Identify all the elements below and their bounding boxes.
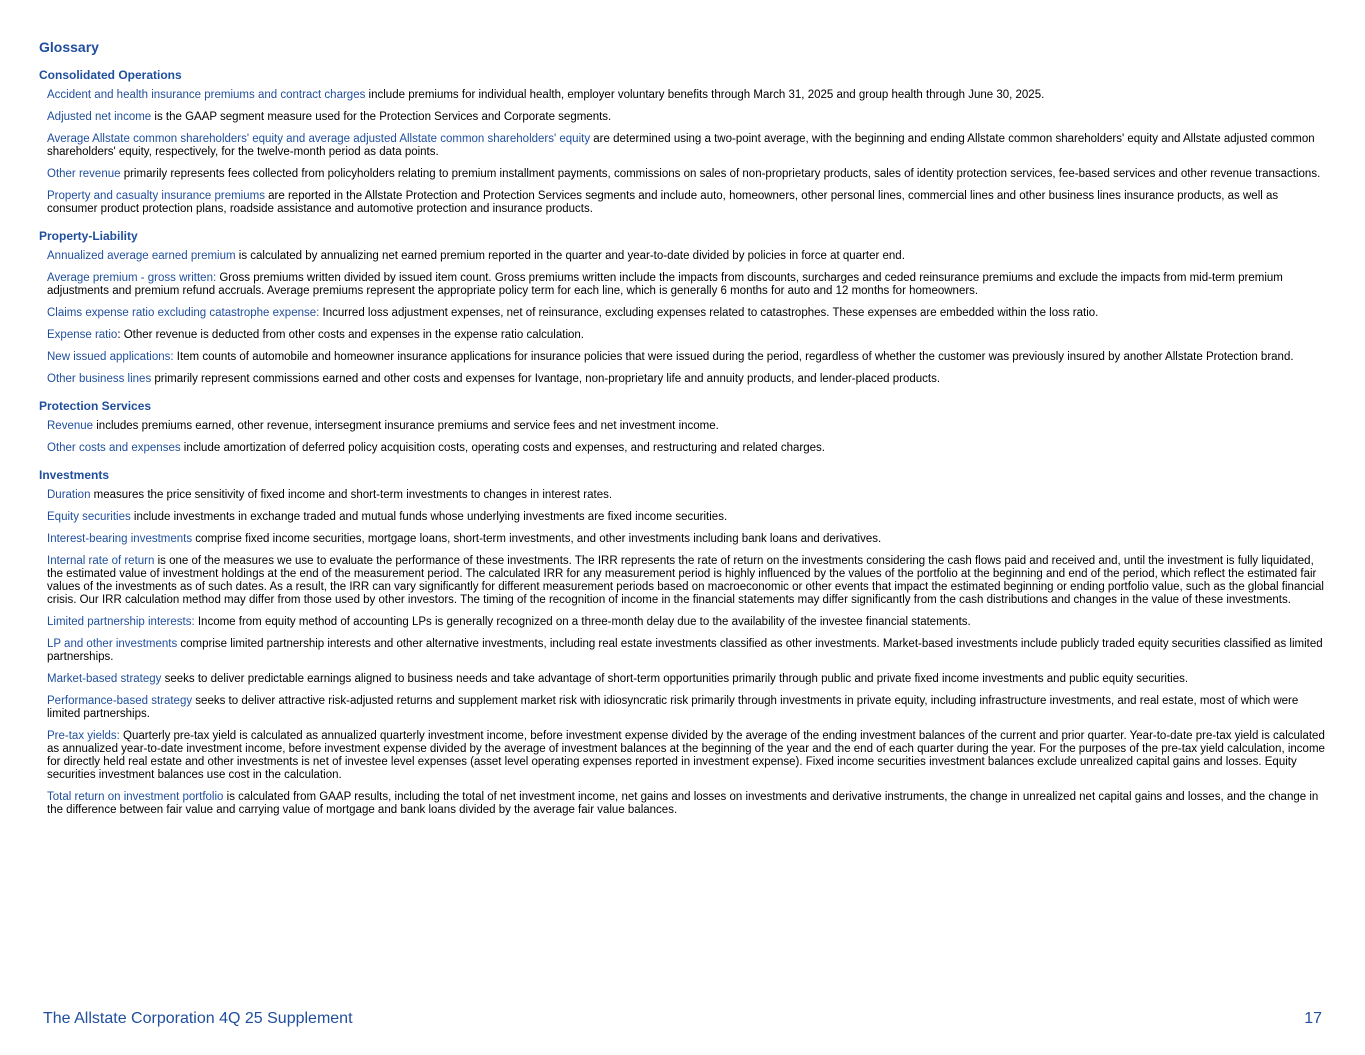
glossary-entry [47, 373, 1329, 386]
glossary-definition: Quarterly pre-tax yield is calculated as annualized quarterly investment income, before investment expense divided by the average of the ending investment balances of the current and prior quarter. Year-to-date pre-tax yield is calculated as annualized year-to-date investment income, before investment expense divided by the average of investment balances at the beginning of the year and the end of each quarter during the year. For the purposes of the pre-tax yield calculation, income for directly held real estate and other investments is net of investee level expenses (asset level operating expenses reported in investment expense). Fixed income securities investment balances exclude unrealized capital gains and losses. Equity securities investment balances use cost in the calculation. [47, 730, 1325, 781]
glossary-term: Other revenue [47, 168, 121, 180]
glossary-entry [47, 616, 1329, 629]
glossary-entry [47, 695, 1329, 721]
glossary-entry [47, 89, 1329, 102]
glossary-term: Internal rate of return [47, 555, 155, 567]
page-title: Glossary [39, 39, 99, 55]
glossary-term: Total return on investment portfolio [47, 791, 224, 803]
glossary-definition: is calculated by annualizing net earned premium reported in the quarter and year-to-date divided by policies in force at quarter end. [235, 250, 905, 262]
glossary-definition: : Other revenue is deducted from other costs and expenses in the expense ratio calculation. [117, 329, 584, 341]
section-heading: Investments [39, 468, 110, 482]
glossary-term: Other business lines [47, 373, 152, 385]
glossary-entry [47, 442, 1329, 455]
glossary-definition: Item counts of automobile and homeowner insurance applications for insurance policies that were issued during the period, regardless of whether the customer was previously insured by another Allstate Protection brand. [173, 351, 1294, 363]
glossary-entry [47, 791, 1329, 817]
glossary-definition: include investments in exchange traded and mutual funds whose underlying investments are fixed income securities. [130, 511, 728, 523]
glossary-term: Claims expense ratio excluding catastrophe expense: [47, 307, 320, 319]
glossary-section [39, 67, 1329, 216]
glossary-entry [47, 168, 1329, 181]
glossary-entry [47, 638, 1329, 664]
section-heading: Consolidated Operations [39, 68, 182, 82]
glossary-definition: seeks to deliver attractive risk-adjusted returns and supplement market risk with idiosyncratic risk primarily through investments in private equity, including infrastructure investments, and real estate, most of which were limited partnerships. [47, 695, 1299, 720]
glossary-definition: include amortization of deferred policy acquisition costs, operating costs and expenses, and restructuring and related charges. [180, 442, 825, 454]
glossary-term: Property and casualty insurance premiums [47, 190, 265, 202]
glossary-definition: is the GAAP segment measure used for the Protection Services and Corporate segments. [151, 111, 612, 123]
glossary-definition: include premiums for individual health, employer voluntary benefits through March 31, 2025 and group health through June 30, 2025. [365, 89, 1045, 101]
glossary-term: LP and other investments [47, 638, 178, 650]
glossary-entry [47, 272, 1329, 298]
glossary-term: Other costs and expenses [47, 442, 181, 454]
glossary-definition: Incurred loss adjustment expenses, net of reinsurance, excluding expenses related to catastrophes. These expenses are embedded within the loss ratio. [319, 307, 1099, 319]
glossary-term: Pre-tax yields: [47, 730, 120, 742]
glossary-entry [47, 351, 1329, 364]
glossary-term: New issued applications: [47, 351, 174, 363]
glossary-section [39, 467, 1329, 817]
footer-title: The Allstate Corporation 4Q 25 Supplement [43, 1010, 353, 1027]
glossary-page [39, 38, 1329, 829]
glossary-definition: includes premiums earned, other revenue, intersegment insurance premiums and service fees and net investment income. [93, 420, 719, 432]
glossary-term: Performance-based strategy [47, 695, 193, 707]
glossary-term: Limited partnership interests: [47, 616, 195, 628]
glossary-term: Average Allstate common shareholders' equity and average adjusted Allstate common shareholders' equity [47, 133, 591, 145]
page-number: 17 [1304, 1010, 1322, 1027]
glossary-section [39, 228, 1329, 386]
glossary-entry [47, 329, 1329, 342]
glossary-term: Expense ratio [47, 329, 118, 341]
glossary-term: Equity securities [47, 511, 131, 523]
glossary-entry [47, 511, 1329, 524]
glossary-entry [47, 111, 1329, 124]
glossary-term: Accident and health insurance premiums and contract charges [47, 89, 366, 101]
glossary-entry [47, 307, 1329, 320]
glossary-definition: are reported in the Allstate Protection and Protection Services segments and include auto, homeowners, other personal lines, commercial lines and other business lines insurance products, as well as consumer product protection plans, roadside assistance and automotive protection and insurance products. [47, 190, 1279, 215]
glossary-definition: primarily represents fees collected from policyholders relating to premium installment payments, commissions on sales of non-proprietary products, sales of identity protection services, fee-based services and other revenue transactions. [120, 168, 1321, 180]
glossary-entry [47, 730, 1329, 782]
glossary-definition: Income from equity method of accounting LPs is generally recognized on a three-month delay due to the availability of the investee financial statements. [194, 616, 971, 628]
glossary-definition: primarily represent commissions earned and other costs and expenses for Ivantage, non-proprietary life and annuity products, and lender-placed products. [151, 373, 941, 385]
glossary-definition: comprise fixed income securities, mortgage loans, short-term investments, and other investments including bank loans and derivatives. [192, 533, 882, 545]
glossary-definition: comprise limited partnership interests and other alternative investments, including real estate investments classified as other investments. Market-based investments include publicly traded equity securities classified as limited partnerships. [47, 638, 1323, 663]
glossary-entry [47, 190, 1329, 216]
glossary-entry [47, 555, 1329, 607]
glossary-entry [47, 250, 1329, 263]
glossary-definition: is calculated from GAAP results, including the total of net investment income, net gains and losses on investments and derivative instruments, the change in unrealized net capital gains and losses, and the change in the difference between fair value and carrying value of mortgage and bank loans divided by the average fair value balances. [47, 791, 1319, 816]
glossary-term: Interest-bearing investments [47, 533, 193, 545]
glossary-term: Duration [47, 489, 91, 501]
glossary-definition: measures the price sensitivity of fixed income and short-term investments to changes in interest rates. [90, 489, 613, 501]
glossary-entry [47, 673, 1329, 686]
glossary-definition: are determined using a two-point average, with the beginning and ending Allstate common shareholders' equity and Allstate adjusted common shareholders' equity, respectively, for the twelve-month period as data points. [47, 133, 1315, 158]
glossary-term: Average premium - gross written: [47, 272, 217, 284]
section-heading: Property-Liability [39, 229, 138, 243]
glossary-sections [39, 67, 1329, 817]
glossary-term: Adjusted net income [47, 111, 152, 123]
glossary-term: Revenue [47, 420, 94, 432]
section-heading: Protection Services [39, 399, 152, 413]
glossary-entry [47, 533, 1329, 546]
glossary-section [39, 398, 1329, 455]
glossary-term: Annualized average earned premium [47, 250, 236, 262]
glossary-definition: is one of the measures we use to evaluate the performance of these investments. The IRR represents the rate of return on the investments considering the cash flows paid and received and, until the investment is fully liquidated, the estimated value of investment holdings at the end of the measurement period. The calculated IRR for any measurement period is highly influenced by the values of the portfolio at the beginning and end of the period, which reflect the estimated fair values of the investments as of such dates. As a result, the IRR can vary significantly for different measurement periods based on macroeconomic or other events that impact the estimated beginning or ending portfolio value, such as the global financial crisis. Our IRR calculation method may differ from those used by other investors. The timing of the recognition of income in the financial statements may differ significantly from the cash distributions and changes in the value of these investments. [47, 555, 1324, 606]
glossary-definition: seeks to deliver predictable earnings aligned to business needs and take advantage of short-term opportunities primarily through public and private fixed income investments and public equity securities. [161, 673, 1189, 685]
glossary-entry [47, 133, 1329, 159]
glossary-term: Market-based strategy [47, 673, 162, 685]
glossary-definition: Gross premiums written divided by issued item count. Gross premiums written include the impacts from discounts, surcharges and ceded reinsurance premiums and exclude the impacts from mid-term premium adjustments and premium refund accruals. Average premiums represent the appropriate policy term for each line, which is generally 6 months for auto and 12 months for homeowners. [47, 272, 1283, 297]
glossary-entry [47, 489, 1329, 502]
glossary-entry [47, 420, 1329, 433]
